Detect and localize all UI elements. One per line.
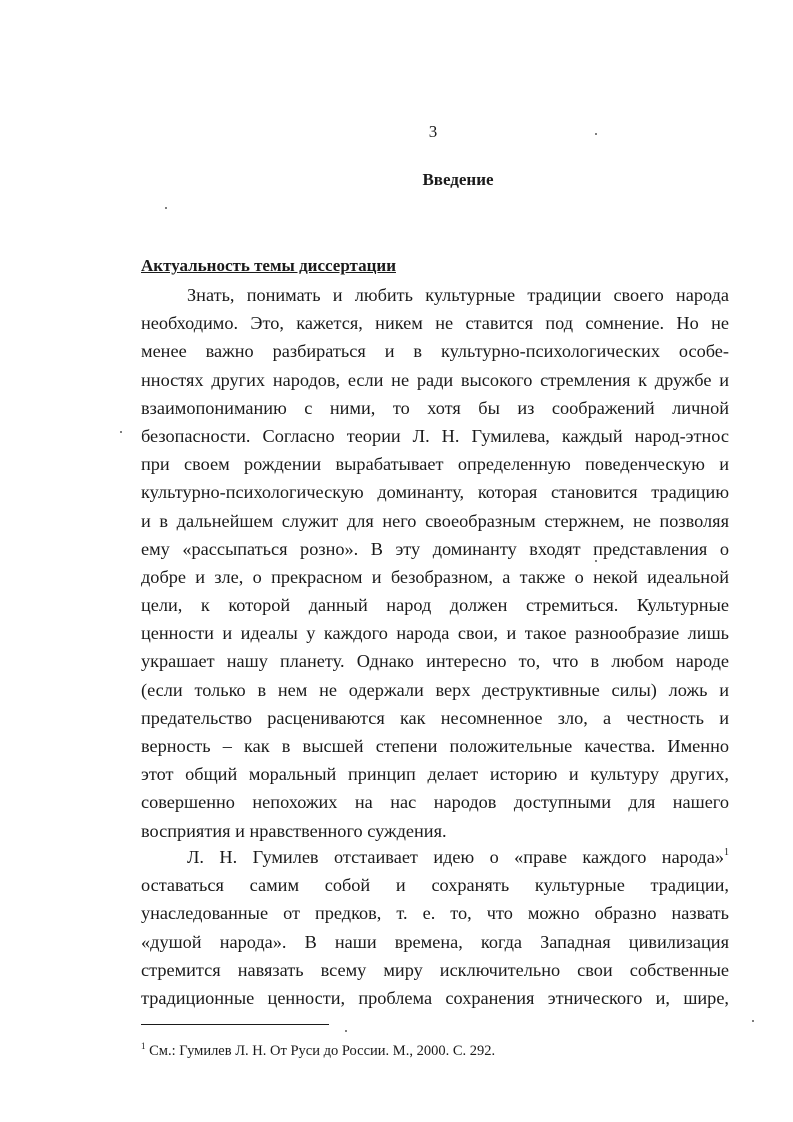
scan-speck [595,560,597,562]
text-line: (если только в нем не одержали верх деструктивные силы) ложь и [141,679,729,700]
scan-speck [120,431,122,433]
text-line: этот общий моральный принцип делает историю и культуру других, [141,764,729,785]
text-line: ценности и идеалы у каждого народа свои, и такое разнообразие лишь [141,623,729,644]
text-line: нностях других народов, если не ради высокого стремления к дружбе и [141,369,729,390]
text-line: Знать, понимать и любить культурные традиции своего народа [187,285,729,305]
page-number: 3 [428,122,438,141]
text-line: восприятия и нравственного суждения. [141,820,447,841]
text-line: предательство расцениваются как несомненное зло, а честность и [141,707,729,728]
text-line: культурно-психологическую доминанту, которая становится традицию [141,482,729,503]
text-line: при своем рождении вырабатывает определенную поведенческую и [141,454,729,475]
paragraph-1 [141,281,729,845]
text-line: традиционные ценности, проблема сохранения этнического и, шире, [141,987,729,1008]
text-line-with-footnote-ref [141,843,729,871]
text-line: добре и зле, о прекрасном и безобразном, а также о некой идеальной [141,566,729,587]
text-line: верность – как в высшей степени положительные качества. Именно [141,736,729,756]
text-line: и в дальнейшем служит для него своеобразным стержнем, не позволяя [141,510,729,531]
scan-speck [345,1030,347,1032]
footnote-1 [141,1043,495,1060]
text-line: цели, к которой данный народ должен стремиться. Культурные [141,595,729,616]
text-line: необходимо. Это, кажется, никем не ставится под сомнение. Но не [141,313,729,334]
scan-speck [165,207,167,209]
paragraph-2 [141,843,729,1012]
chapter-heading: Введение [422,170,494,189]
footnote-marker: 1 [141,1041,146,1051]
text-line: оставаться самим собой и сохранять культурные традиции, [141,875,729,896]
text-line: совершенно непохожих на нас народов доступными для нашего [141,792,729,813]
text-line: украшает нашу планету. Однако интересно то, что в любом народе [141,651,729,672]
footnote-ref-1: 1 [724,847,729,858]
section-title: Актуальность темы диссертации [141,256,396,275]
text-line: менее важно разбираться и в культурно-психологических особе- [141,341,729,362]
scan-speck [752,1020,754,1022]
footnote-separator [141,1024,329,1025]
text-line: «душой народа». В наши времена, когда Западная цивилизация [141,931,729,952]
text-line: стремится навязать всему миру исключительно свои собственные [141,959,729,980]
scan-speck [595,133,597,135]
text-line: ему «рассыпаться розно». В эту доминанту входят представления о [141,538,729,559]
text-line: безопасности. Согласно теории Л. Н. Гумилева, каждый народ-этнос [141,425,729,446]
text-line: унаследованные от предков, т. е. то, что можно образно назвать [141,903,729,924]
footnote-text: См.: Гумилев Л. Н. От Руси до России. М., 2000. С. 292. [149,1043,496,1059]
text-line-content: Л. Н. Гумилев отстаивает идею о «праве каждого народа» [187,847,724,867]
text-line: взаимопониманию с ними, то хотя бы из соображений личной [141,397,729,418]
